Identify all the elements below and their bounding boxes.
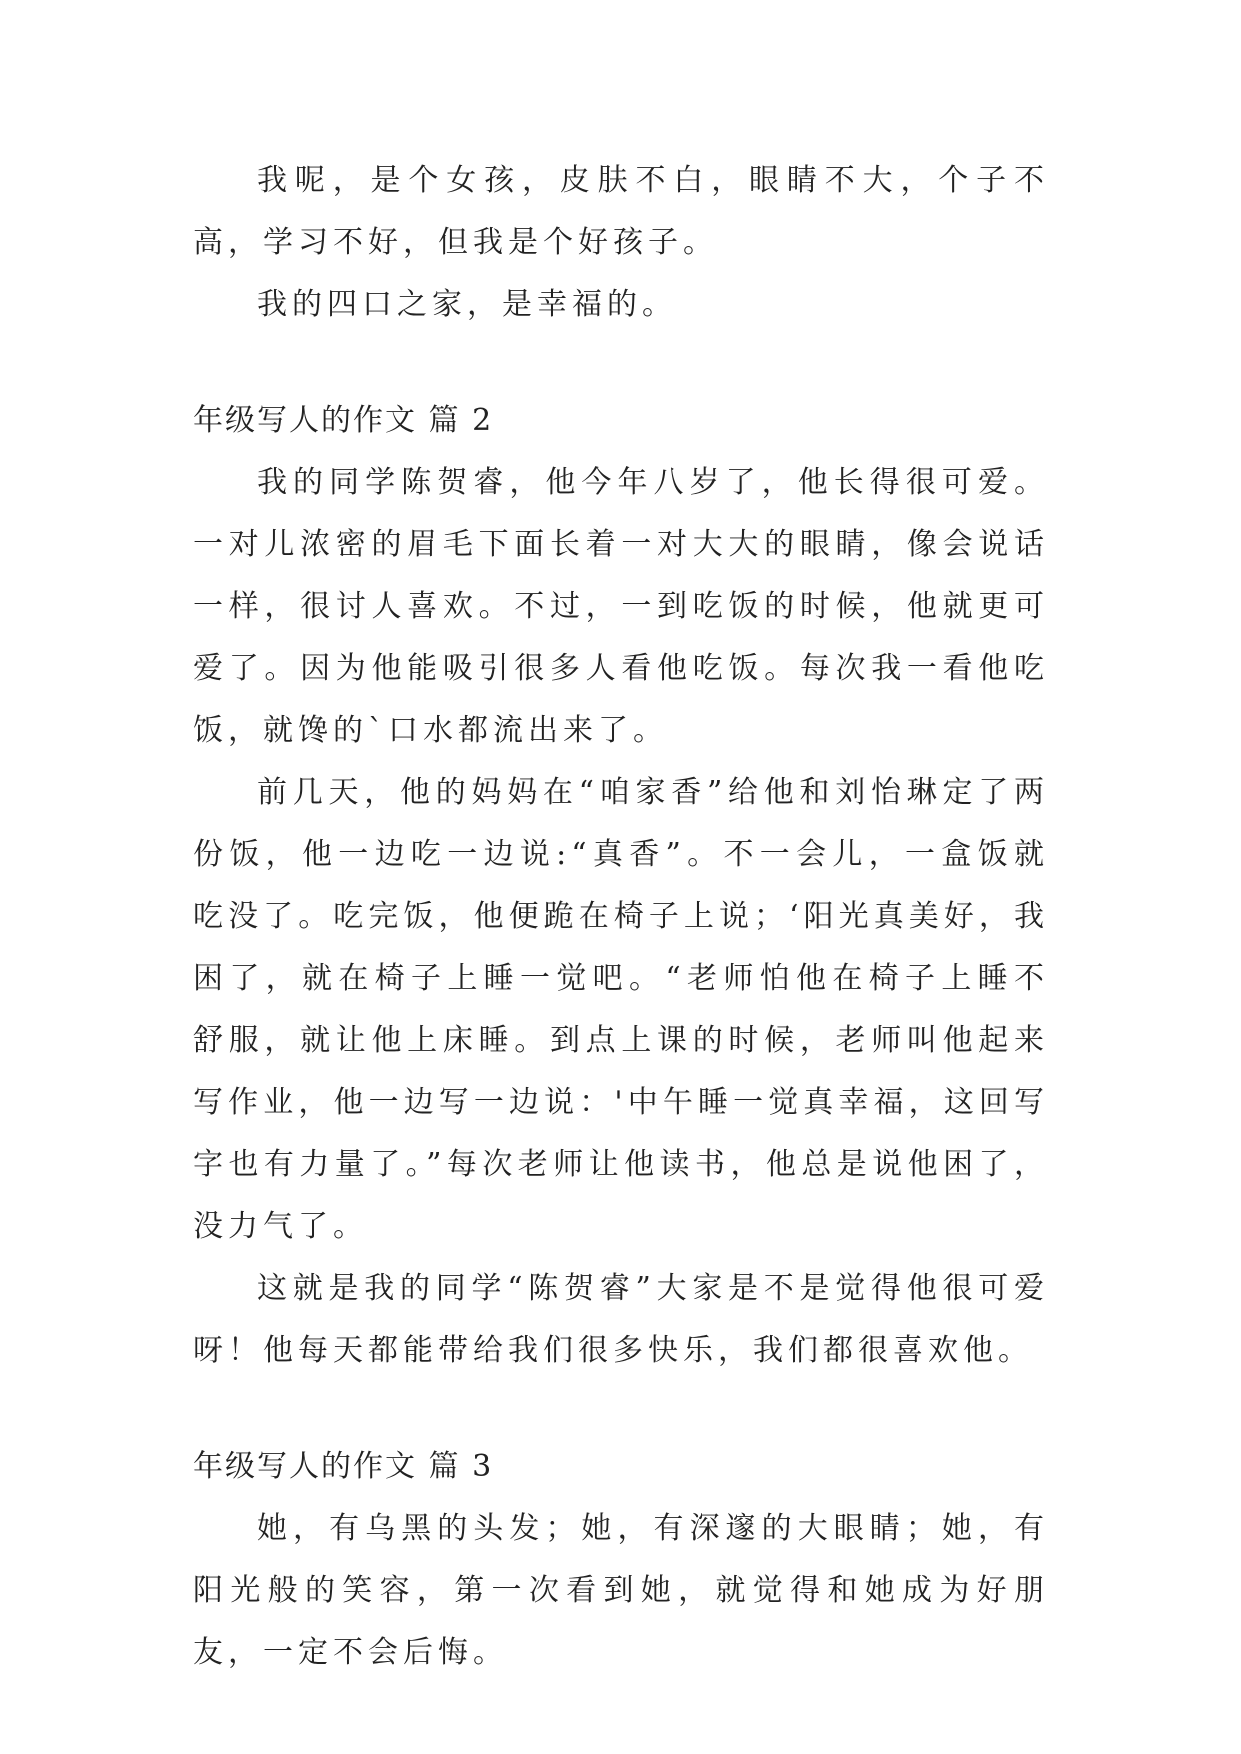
section-gap [193, 1382, 1049, 1436]
paragraph: 她，有乌黑的头发；她，有深邃的大眼睛；她，有阳光般的笑容，第一次看到她，就觉得和她成为好朋友，一定不会后悔。 [193, 1511, 1049, 1670]
paragraph: 我的四口之家，是幸福的。 [257, 287, 677, 322]
paragraph: 前几天，他的妈妈在“咱家香”给他和刘怡琳定了两份饭，他一边吃一边说:“真香”。不一会儿，一盒饭就吃没了。吃完饭，他便跪在椅子上说；‘阳光真美好，我困了，就在椅子上睡一觉吧。“老师怕他在椅子上睡不舒服，就让他上床睡。到点上课的时候，老师叫他起来写作业，他一边写一边说：'中午睡一觉真幸福，这回写字也有力量了。”每次老师让他读书，他总是说他困了，没力气了。 [193, 775, 1049, 1244]
section-heading: 年级写人的作文 篇 2 [193, 403, 494, 438]
section-gap [193, 336, 1049, 390]
document-page [193, 150, 1049, 1684]
paragraph: 我的同学陈贺睿，他今年八岁了，他长得很可爱。一对儿浓密的眉毛下面长着一对大大的眼睛，像会说话一样，很讨人喜欢。不过，一到吃饭的时候，他就更可爱了。因为他能吸引很多人看他吃饭。每次我一看他吃饭，就馋的`口水都流出来了。 [193, 465, 1049, 748]
section-heading: 年级写人的作文 篇 3 [193, 1449, 494, 1484]
paragraph: 我呢，是个女孩，皮肤不白，眼睛不大，个子不高，学习不好，但我是个好孩子。 [193, 163, 1049, 260]
paragraph: 这就是我的同学“陈贺睿”大家是不是觉得他很可爱呀！他每天都能带给我们很多快乐，我们都很喜欢他。 [193, 1271, 1049, 1368]
